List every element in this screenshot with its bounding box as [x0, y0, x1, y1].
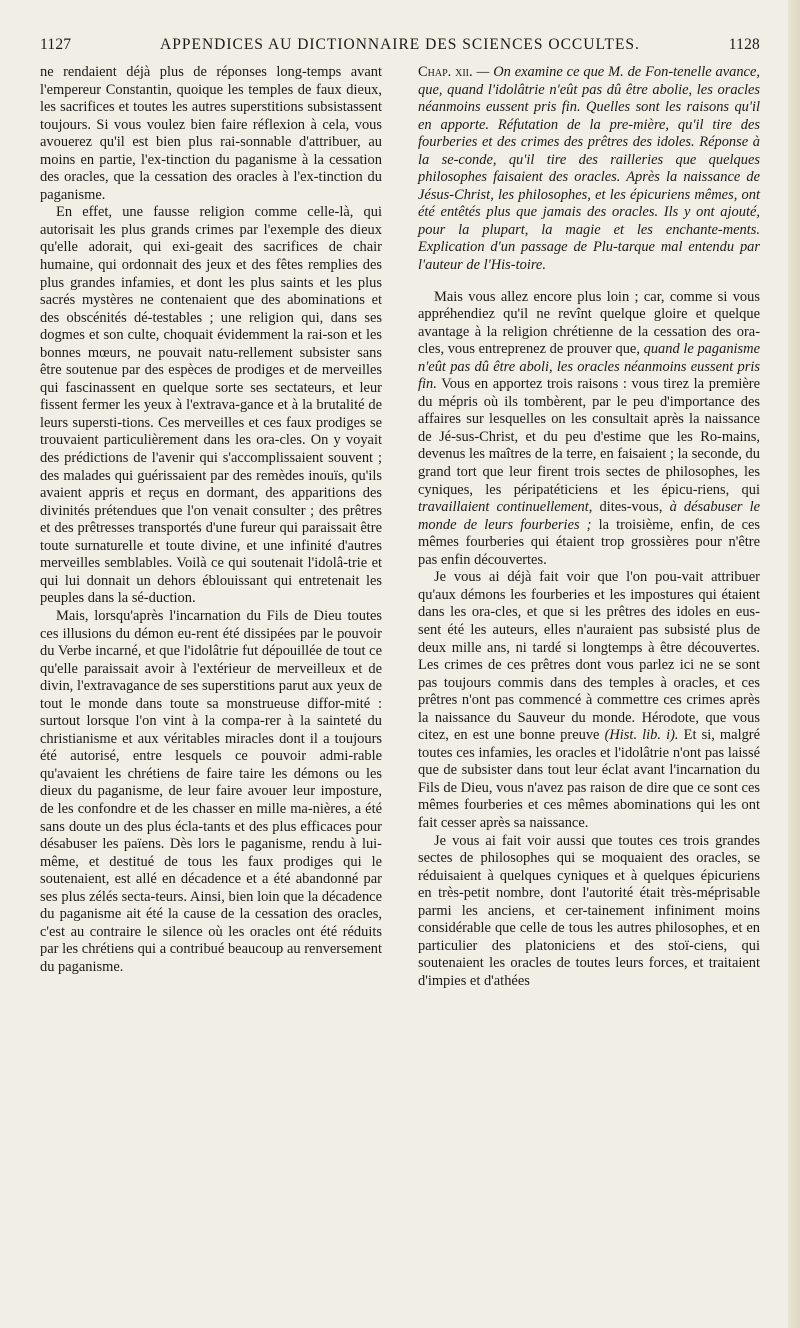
paragraph: Mais, lorsqu'après l'incarnation du Fils de Dieu toutes ces illusions du démon eu-rent été dissipées par le pouvoir du Verbe incarné, et que l'idolâtrie fut dépouillée de tout ce qu'elle paraissait avoir à l'extérieur de merveilleux et de divin, l'extravagance de ses superstitions parut aux yeux de tout le monde dans toute sa monstrueuse diffor-mité : surtout lorsque l'on vint à la compa-rer à la sainteté du christianisme et aux véritables miracles dont il a toujours été autorisé, entre lesquels ce pouvoir admi-rable qu'avaient les chrétiens de faire taire les démons ou les dieux du paganisme, de leur faire avouer leur imposture, de les confondre et de les chasser en mille ma-nières, a été sans doute un des plus écla-tants et des plus efficaces pour désabuser les païens. Dès lors le paganisme, rendu à lui-même, et destitué de tous les faux prodiges qui le soutenaient, est allé en décadence et a été abandonné par ses plus zélés secta-teurs. Ainsi, bien loin que la décadence du paganisme ait été la cause de la cessation des oracles, c'est au contraire le silence où les oracles ont été réduits par les chrétiens qui a contribué beaucoup au renversement du paganisme. [40, 607, 382, 975]
paragraph [418, 289, 760, 570]
paragraph: En effet, une fausse religion comme celle-là, qui autorisait les plus grands crimes par l'exemple des dieux qu'elle adorait, qui exi-geait des sacrifices de chair humaine, qui ordonnait des jeux et des fêtes remplies des plus grandes infamies, et dont les plus saints et les plus sacrés mystères ne contenaient que des abominations et des obscénités dé-testables ; une religion qui, dans ses dogmes et son culte, choquait évidemment la rai-son et les bonnes mœurs, ne pouvait natu-rellement subsister sans être soutenue par des espèces de prodiges et de merveilles qui fascinassent en quelque sorte ses sectateurs, et leur fissent fermer les yeux à l'extrava-gance et à la brutalité de leurs supersti-tions. Ces merveilles et ces faux prodiges se trouvaient particulièrement dans les ora-cles. On y voyait des prédictions de l'avenir qui s'accomplissaient souvent ; des malades qui guérissaient par des remèdes inouïs, qu'ils avaient appris et reçus en dormant, des apparitions des divinités prétendues que l'on venait consulter ; des prêtres et des prêtresses transportés d'une fureur qui paraissait être toute surnaturelle et toute divine, et une infinité d'autres merveilles semblables. Voilà ce qui soutenait l'idolâ-trie et qui lui donnait un dehors éblouissant qui entretenait les peuples dans la sé-duction. [40, 204, 382, 607]
left-column [40, 64, 382, 976]
italic-quote: quand le paganisme n'eût pas dû être aboli, les oracles néanmoins eussent pris fin. [418, 341, 761, 393]
page-edge [788, 0, 800, 1328]
chapter-summary [418, 64, 760, 275]
text-run: Mais vous allez encore plus loin ; car, comme si vous appréhendiez qu'il ne revînt quelque gloire et quelque avantage à la religion chrétienne de la cessation des ora-cles, vous entreprenez de prouver que, [418, 288, 760, 358]
running-title: APPENDICES AU DICTIONNAIRE DES SCIENCES OCCULTES. [160, 36, 640, 53]
text-run: dites-vous, [599, 499, 663, 516]
running-header [40, 36, 760, 66]
chapter-summary-text: — On examine ce que M. de Fon-tenelle avance, que, quand l'idolâtrie n'eût pas dû être abolie, les oracles néanmoins eussent pris fin. Quelles sont les raisons qu'il en apporte. Réfutation de la pre-mière, qu'il tire des fourberies et des crimes des prêtres des idoles. Réponse à la se-conde, qu'il tire des railleries que quelques philosophes faisaient des oracles. Après la naissance de Jésus-Christ, les philosophes, et les épicuriens mêmes, ont été entêtés plus que jamais des oracles. Ils y ont ajouté, pour la plupart, la magie et les enchante-ments. Explication d'un passage de Plu-tarque mal entendu par l'auteur de l'His-toire. [418, 64, 760, 274]
chapter-label: Chap. xii. [418, 64, 473, 80]
paragraph [418, 569, 760, 832]
right-column [418, 64, 760, 990]
italic-quote: travaillaient continuellement, [418, 499, 593, 516]
text-run: Et si, malgré toutes ces infamies, les oracles et l'idolâtrie n'ont pas laissé que de subsister dans tout leur éclat avant l'incarnation du Fils de Dieu, vous n'avez pas raison de dire que ce sont ces mêmes fourberies et ces mêmes abominations qui les ont fait cesser après sa naissance. [418, 727, 761, 831]
paragraph: ne rendaient déjà plus de réponses long-temps avant l'empereur Constantin, quoique les temples de faux dieux, les sacrifices et toutes les autres superstitions subsistassent toujours. Si vous voulez bien faire réflexion à cela, vous avouerez qu'il est bien plus rai-sonnable d'attribuer, au moins en partie, l'ex-tinction du paganisme à la cessation des oracles, que la cessation des oracles à l'ex-tinction du paganisme. [40, 64, 382, 203]
text-run: la troisième, enfin, de ces mêmes fourberies qui étaient trop grossières pour n'être pas enfin découvertes. [418, 516, 761, 568]
citation: (Hist. lib. i). [604, 727, 679, 744]
italic-quote: à désabuser le monde de leurs fourberies ; [418, 499, 761, 533]
page-number-left: 1127 [40, 36, 72, 53]
text-run: Je vous ai déjà fait voir que l'on pou-vait attribuer qu'aux démons les fourberies et les impostures qui étaient dans les ora-cles, et que si les prêtres des idoles en eus-sent été les auteurs, elles n'auraient pas subsisté plus de deux mille ans, ni tardé si longtemps à être découvertes. Les crimes de ces prêtres dont vous parlez ici ne se sont pas toujours commis dans des temples à oracles, et ces prêtres n'ont pas commencé à commettre ces crimes après la naissance du Sauveur du monde. Hérodote, que vous citez, en est une bonne preuve [418, 569, 760, 744]
paragraph: Je vous ai fait voir aussi que toutes ces trois grandes sectes de philosophes qui se moquaient des oracles, se réduisaient à quelques cyniques et à quelques épicuriens en très-petit nombre, dont l'autorité était très-méprisable parmi les anciens, et cer-tainement infiniment moins considérable que celle de tous les autres philosophes, et en particulier des platoniciens et des stoï-ciens, qui soutenaient les oracles de toutes leurs forces, et traitaient d'impies et d'athées [418, 832, 760, 989]
page-number-right: 1128 [728, 36, 760, 53]
text-run: Vous en apportez trois raisons : vous tirez la première du mépris où ils tombèrent, par le peu d'importance des affaires sur lesquelles on les consultait après la naissance de Jé-sus-Christ, et du peu d'estime que les Ro-mains, devenus les maîtres de la terre, en faisaient ; la seconde, du grand tort que leur firent trois sectes de philosophes, les cyniques, les péripatéticiens et les épicu-riens, qui [418, 376, 760, 498]
